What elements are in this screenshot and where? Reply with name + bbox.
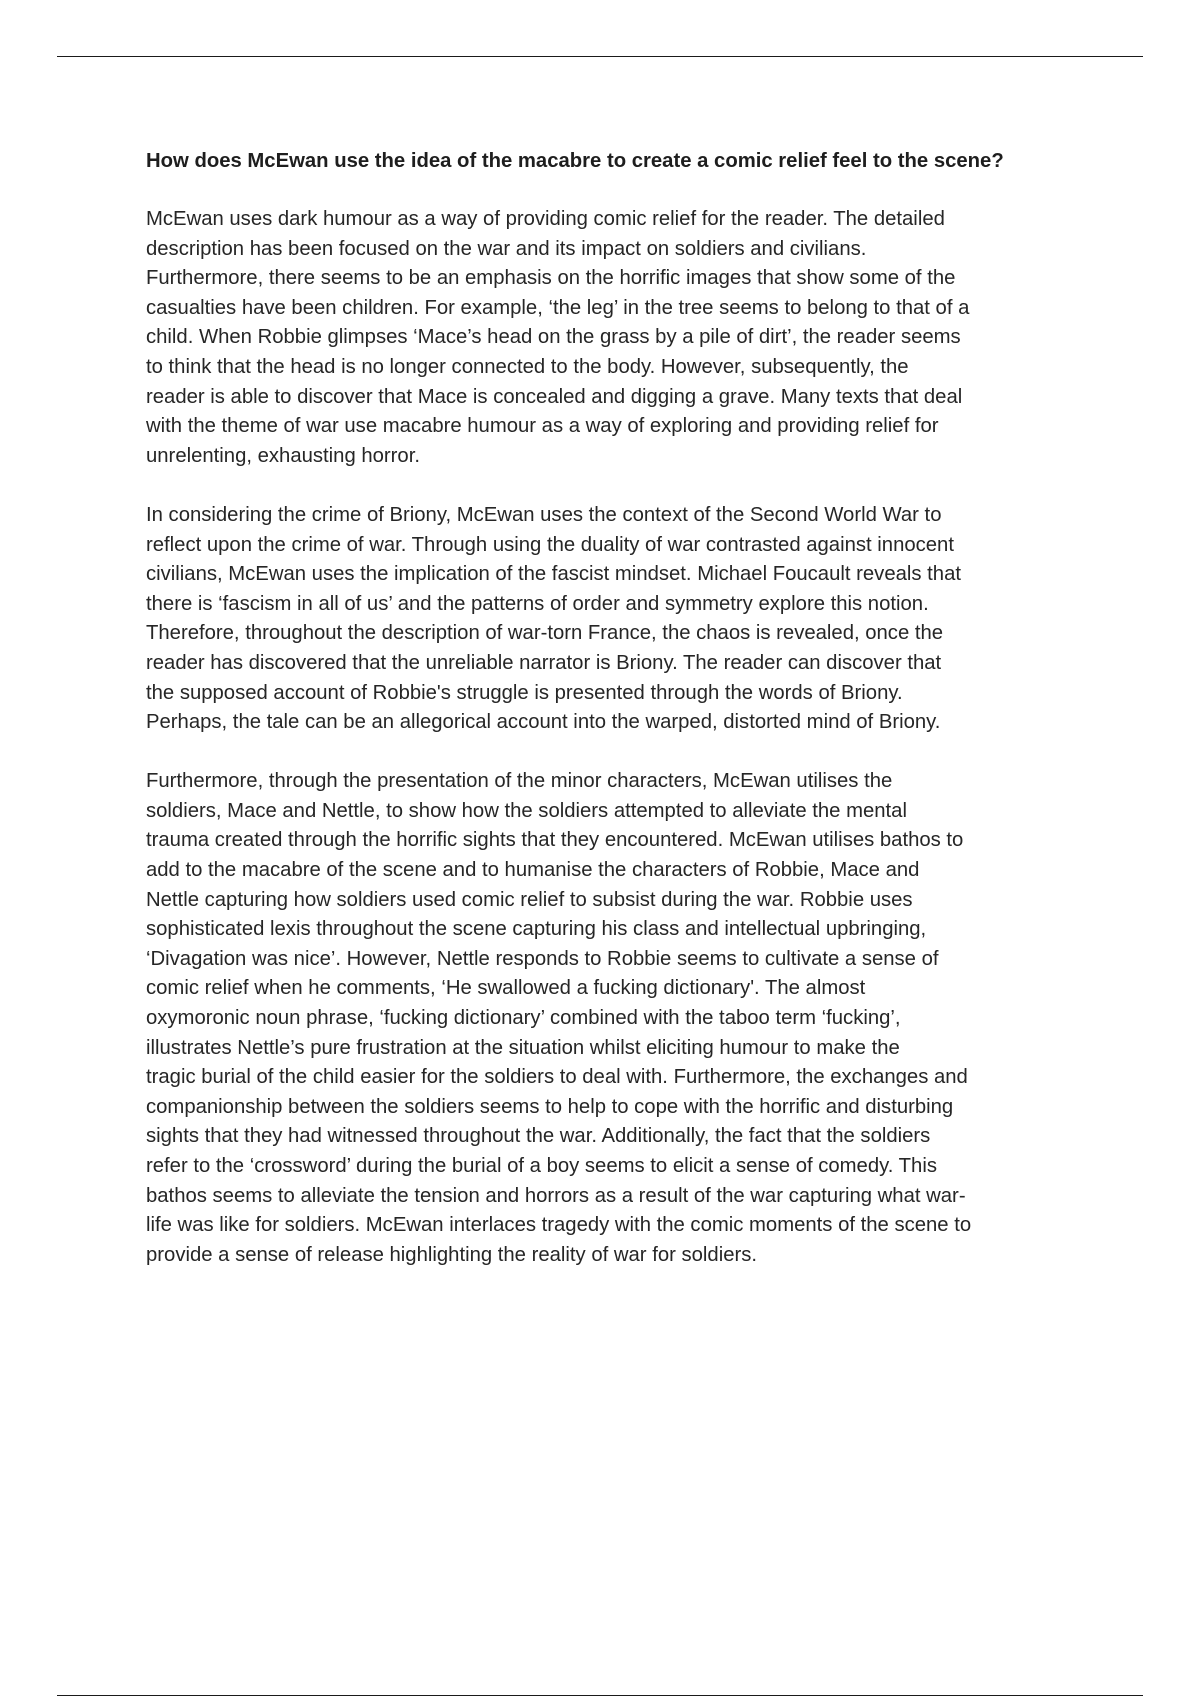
- text-line: add to the macabre of the scene and to humanise the characters of Robbie, Mace and: [146, 859, 920, 882]
- text-line: ‘Divagation was nice’. However, Nettle responds to Robbie seems to cultivate a sense of: [146, 947, 939, 970]
- footer-rule: [57, 1695, 1143, 1696]
- paragraph-3: [146, 767, 1066, 1270]
- text-line: provide a sense of release highlighting the reality of war for soldiers.: [146, 1243, 758, 1266]
- text-line: reader is able to discover that Mace is concealed and digging a grave. Many texts that deal: [146, 385, 963, 408]
- text-line: In considering the crime of Briony, McEwan uses the context of the Second World War to: [146, 503, 942, 526]
- text-line: Furthermore, there seems to be an emphasis on the horrific images that show some of the: [146, 267, 956, 290]
- text-line: refer to the ‘crossword’ during the burial of a boy seems to elicit a sense of comedy. This: [146, 1155, 937, 1177]
- text-line: child. When Robbie glimpses ‘Mace’s head on the grass by a pile of dirt’, the reader seems: [146, 326, 961, 349]
- text-line: trauma created through the horrific sights that they encountered. McEwan utilises bathos to: [146, 829, 964, 852]
- text-line: the supposed account of Robbie's struggle is presented through the words of Briony.: [146, 681, 903, 704]
- text-line: to think that the head is no longer connected to the body. However, subsequently, the: [146, 355, 909, 378]
- text-line: soldiers, Mace and Nettle, to show how the soldiers attempted to alleviate the mental: [146, 799, 907, 822]
- text-line: bathos seems to alleviate the tension and horrors as a result of the war capturing what war-: [146, 1184, 966, 1207]
- text-line: reflect upon the crime of war. Through using the duality of war contrasted against innocent: [146, 533, 954, 556]
- text-line: tragic burial of the child easier for the soldiers to deal with. Furthermore, the exchanges and: [146, 1066, 968, 1089]
- text-line: Furthermore, through the presentation of the minor characters, McEwan utilises the: [146, 770, 893, 793]
- text-line: with the theme of war use macabre humour as a way of exploring and providing relief for: [146, 415, 939, 438]
- paragraph-1: [146, 205, 1066, 471]
- text-line: illustrates Nettle’s pure frustration at the situation whilst eliciting humour to make the: [146, 1036, 900, 1059]
- essay-question-heading: How does McEwan use the idea of the macabre to create a comic relief feel to the scene?: [146, 150, 1004, 172]
- text-line: Nettle capturing how soldiers used comic relief to subsist during the war. Robbie uses: [146, 888, 913, 911]
- text-line: casualties have been children. For example, ‘the leg’ in the tree seems to belong to that of a: [146, 296, 970, 319]
- document-body: [146, 147, 1066, 1300]
- text-line: oxymoronic noun phrase, ‘fucking dictionary’ combined with the taboo term ‘fucking’,: [146, 1007, 901, 1030]
- text-line: description has been focused on the war and its impact on soldiers and civilians.: [146, 237, 867, 260]
- text-line: McEwan uses dark humour as a way of providing comic relief for the reader. The detailed: [146, 208, 945, 230]
- text-line: unrelenting, exhausting horror.: [146, 444, 420, 467]
- text-line: civilians, McEwan uses the implication of the fascist mindset. Michael Foucault reveals that: [146, 563, 961, 586]
- text-line: there is ‘fascism in all of us’ and the patterns of order and symmetry explore this notion.: [146, 592, 929, 615]
- text-line: comic relief when he comments, ‘He swallowed a fucking dictionary'. The almost: [146, 977, 866, 1000]
- header-rule: [57, 56, 1143, 57]
- text-line: Perhaps, the tale can be an allegorical account into the warped, distorted mind of Briony.: [146, 711, 941, 734]
- text-line: sophisticated lexis throughout the scene capturing his class and intellectual upbringing,: [146, 918, 927, 941]
- text-line: sights that they had witnessed throughout the war. Additionally, the fact that the soldiers: [146, 1125, 931, 1148]
- text-line: reader has discovered that the unreliable narrator is Briony. The reader can discover that: [146, 651, 942, 674]
- paragraph-2: [146, 501, 1066, 738]
- text-line: Therefore, throughout the description of war-torn France, the chaos is revealed, once the: [146, 622, 944, 645]
- text-line: life was like for soldiers. McEwan interlaces tragedy with the comic moments of the scene to: [146, 1214, 972, 1237]
- text-line: companionship between the soldiers seems to help to cope with the horrific and disturbing: [146, 1095, 954, 1118]
